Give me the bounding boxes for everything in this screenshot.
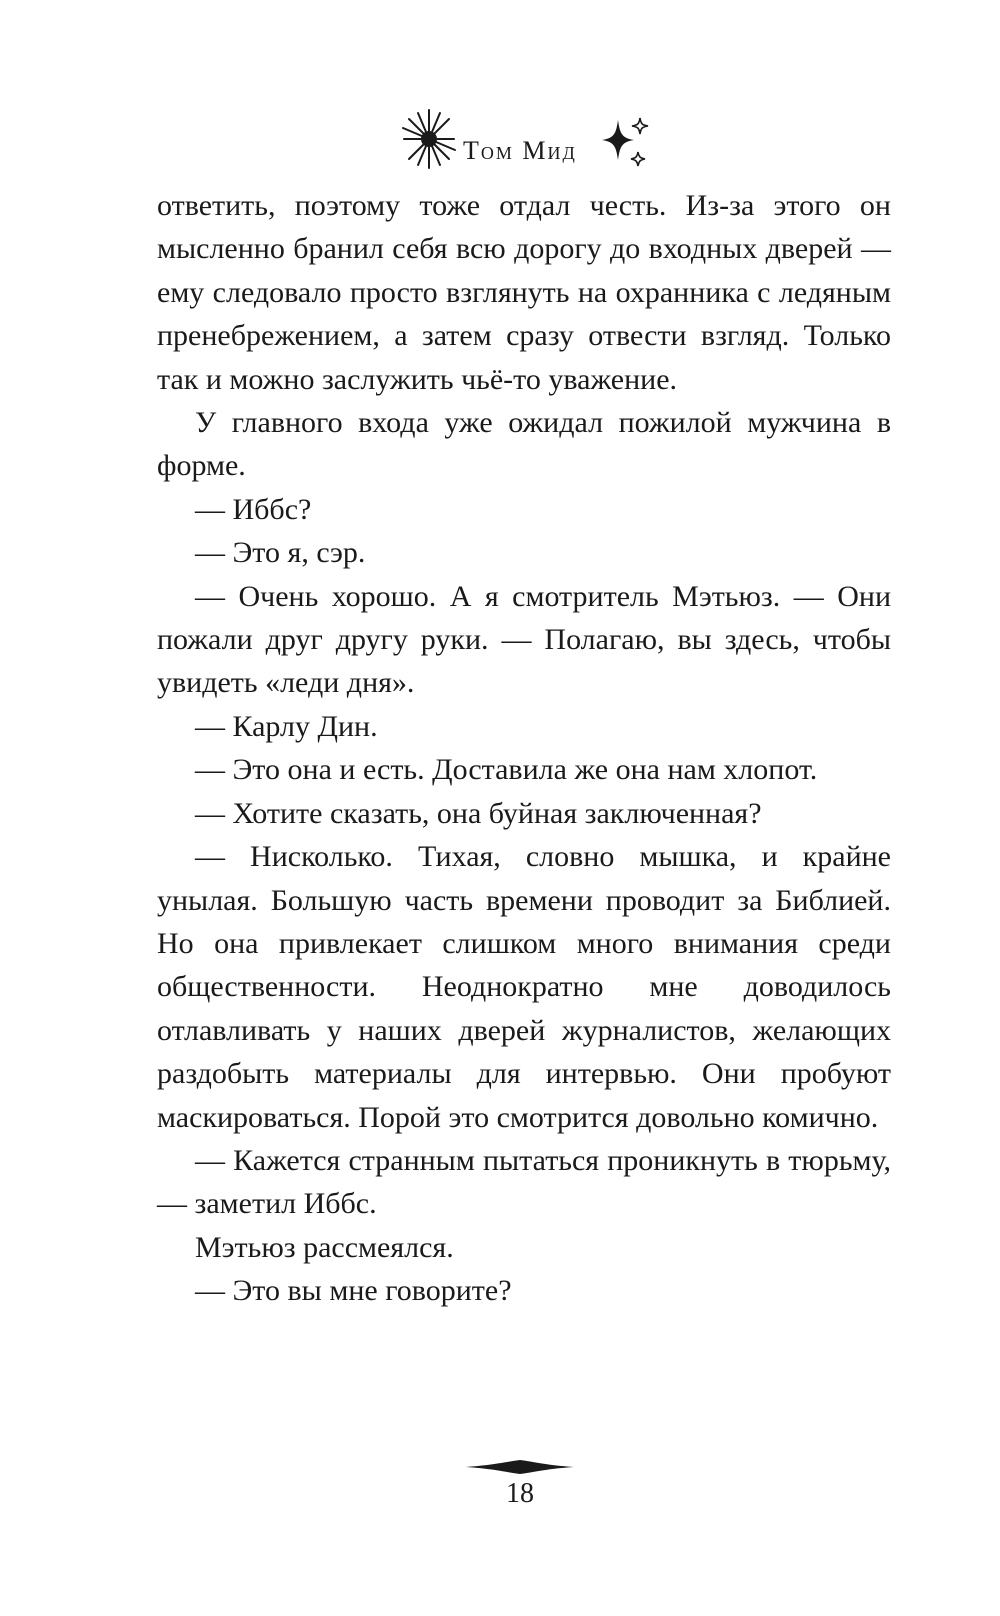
paragraph: ответить, поэтому тоже отдал честь. Из-за этого он мысленно бранил себя всю дорогу до входных дверей — ему следовало просто взглянуть на охранника с ледяным пренебрежением, а затем сразу отвести взгляд. Только так и можно заслужить чьё-то уважение. (157, 189, 891, 396)
dialogue-line: — Нисколько. Тихая, словно мышка, и крайне унылая. Большую часть времени проводит за Библией. Но она привлекает слишком много внимания среди общественности. Неоднократно мне доводилось отлавливать у наших дверей журналистов, желающих раздобыть материалы для интервью. Они пробуют маскироваться. Порой это смотрится довольно комично. (157, 840, 891, 1134)
dialogue-line: — Это я, сэр. (195, 536, 366, 570)
dialogue-line: — Карлу Дин. (195, 709, 378, 743)
running-header-title: Том Мид (463, 136, 577, 165)
starburst-icon (400, 108, 458, 170)
dialogue-line: — Очень хорошо. А я смотритель Мэтьюз. — Они пожали друг другу руки. — Полагаю, вы здесь, чтобы увидеть «леди дня». (157, 579, 891, 700)
paragraph: Мэтьюз рассмеялся. (195, 1230, 454, 1264)
tapered-rule-icon (466, 1460, 574, 1474)
dialogue-line: — Иббс? (195, 492, 312, 526)
running-header (0, 108, 1000, 178)
dialogue-line: — Хотите сказать, она буйная заключенная? (195, 796, 762, 830)
sparkle-stars-icon (600, 116, 652, 172)
dialogue-line: — Это она и есть. Доставила же она нам хлопот. (195, 753, 818, 787)
dialogue-line: — Кажется странным пытаться проникнуть в тюрьму, — заметил Иббс. (157, 1143, 891, 1221)
page-number: 18 (506, 1478, 534, 1509)
dialogue-line: — Это вы мне говорите? (195, 1274, 512, 1308)
body-text (157, 184, 891, 1313)
paragraph: У главного входа уже ожидал пожилой мужчина в форме. (157, 406, 891, 483)
